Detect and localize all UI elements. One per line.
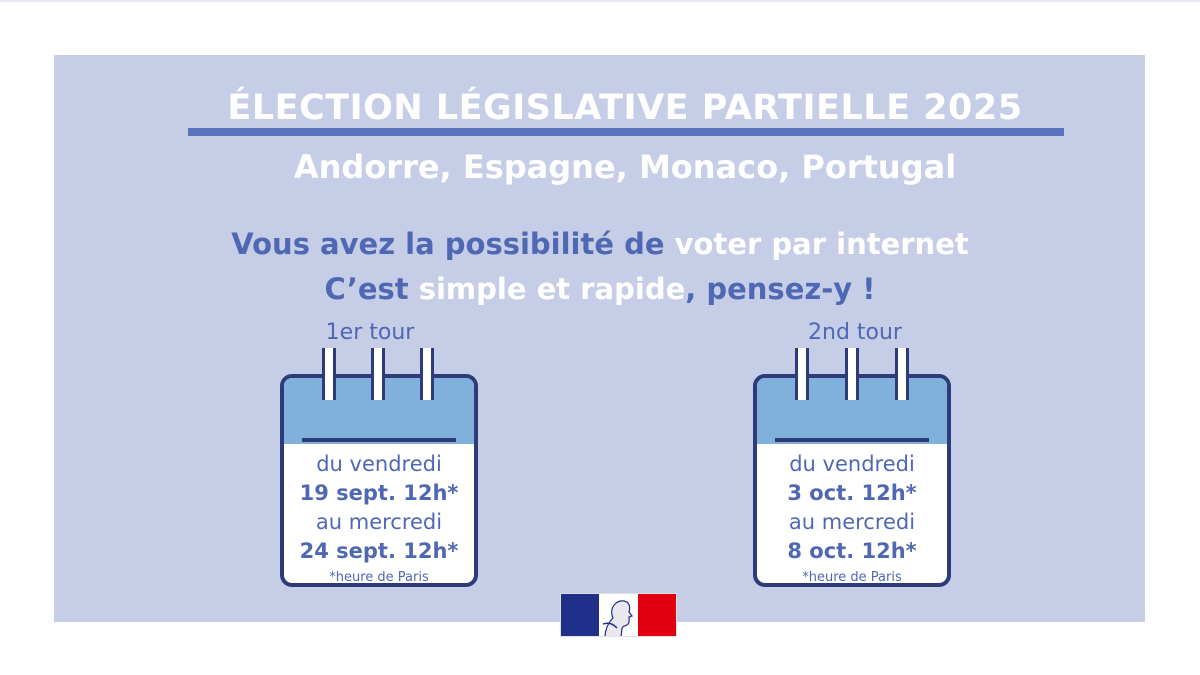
calendar-separator [775, 438, 929, 442]
tour-1-label: 1er tour [325, 320, 415, 345]
calendar-separator [302, 438, 456, 442]
date-to: 8 oct. 12h* [787, 539, 917, 563]
date-to-label: au mercredi [315, 510, 443, 534]
title-underline [188, 128, 1064, 136]
marianne-logo [560, 593, 677, 637]
date-from: 19 sept. 12h* [299, 481, 459, 505]
date-to: 24 sept. 12h* [299, 539, 459, 563]
date-from-label: du vendredi [789, 452, 915, 476]
marianne-profile-icon [599, 594, 638, 637]
message-highlight: voter par internet [674, 227, 969, 261]
timezone-note: *heure de Paris [802, 570, 902, 585]
date-from: 3 oct. 12h* [787, 481, 917, 505]
calendar-ring [322, 348, 336, 400]
message-line-2 [100, 267, 1100, 312]
voting-message [100, 222, 1100, 312]
tour-2-label: 2nd tour [808, 320, 902, 345]
flag-blue-band [561, 594, 599, 636]
message-text: Vous avez la possibilité de [231, 227, 675, 261]
calendar-ring [845, 348, 859, 400]
flag-white-band [599, 594, 638, 636]
calendar-body [757, 450, 947, 585]
tour-2-calendar [753, 374, 951, 587]
timezone-note: *heure de Paris [329, 570, 429, 585]
page-title: ÉLECTION LÉGISLATIVE PARTIELLE 2025 [227, 88, 1023, 128]
message-line-1 [100, 222, 1100, 267]
calendar-ring [420, 348, 434, 400]
top-divider [0, 0, 1200, 2]
calendar-ring [795, 348, 809, 400]
calendar-ring [371, 348, 385, 400]
flag-red-band [638, 594, 676, 636]
calendar-ring [895, 348, 909, 400]
tour-1-calendar [280, 374, 478, 587]
page-subtitle: Andorre, Espagne, Monaco, Portugal [293, 148, 957, 186]
date-to-label: au mercredi [788, 510, 916, 534]
message-text: C’est [324, 272, 419, 306]
date-from-label: du vendredi [316, 452, 442, 476]
message-text: , pensez-y ! [685, 272, 876, 306]
info-panel [54, 55, 1145, 622]
calendar-body [284, 450, 474, 585]
message-highlight: simple et rapide [418, 272, 686, 306]
